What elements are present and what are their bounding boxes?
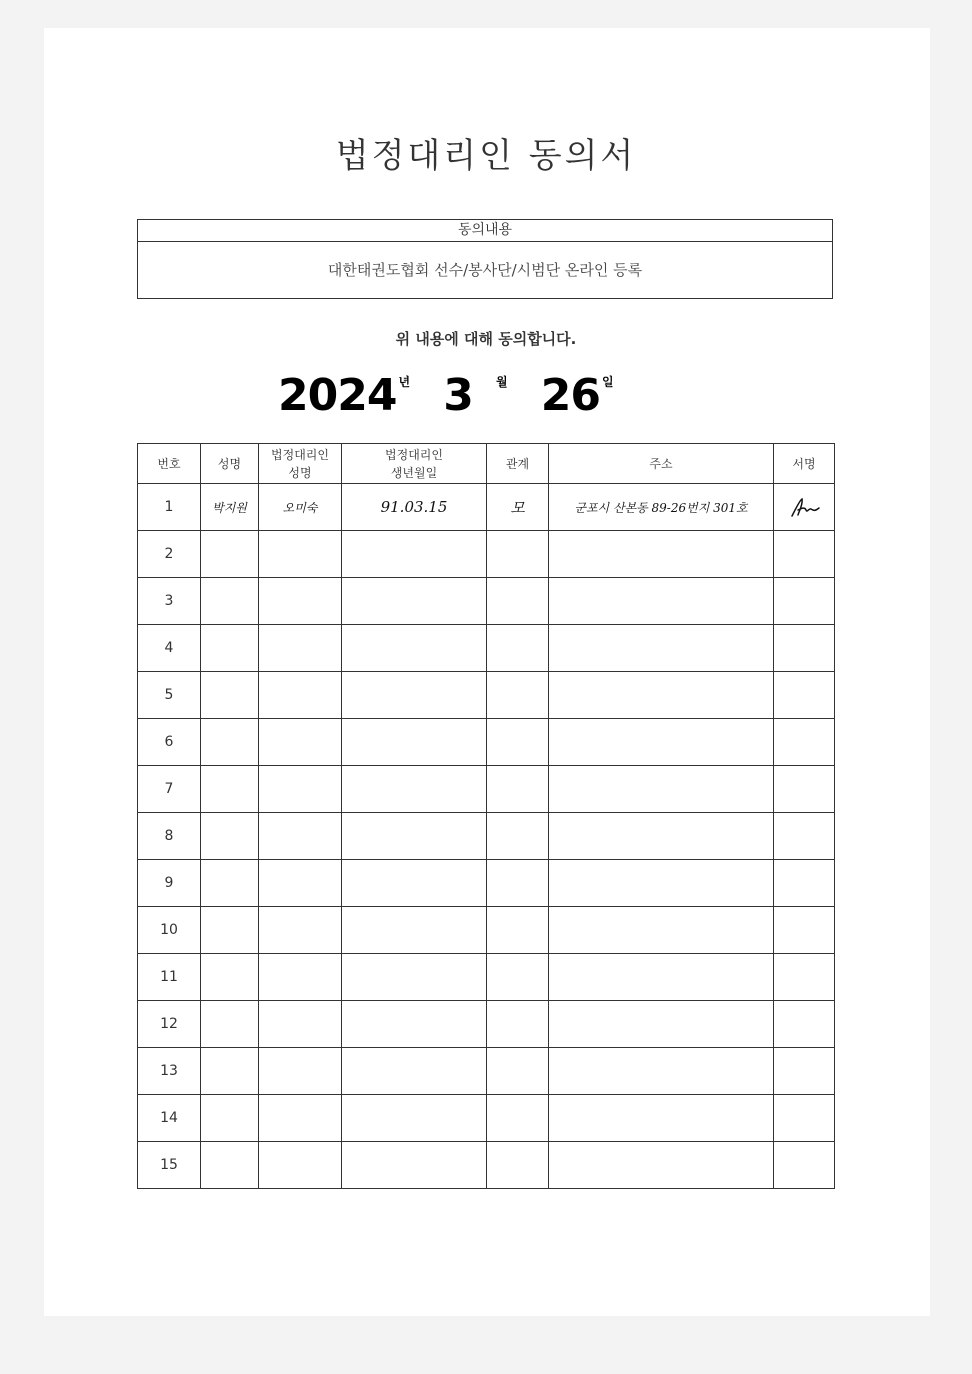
cell-guardian-birth [342,1142,487,1189]
cell-guardian-name [259,719,342,766]
agree-statement: 위 내용에 대해 동의합니다. [395,330,577,348]
cell-no: 2 [138,531,201,578]
cell-signature [774,625,835,672]
cell-signature [774,719,835,766]
cell-guardian-birth [342,1048,487,1095]
cell-no: 12 [138,1001,201,1048]
cell-signature [774,1095,835,1142]
cell-guardian-name [259,1095,342,1142]
cell-address [549,672,774,719]
header-relation: 관계 [487,444,549,484]
cell-name [201,954,259,1001]
cell-name [201,813,259,860]
cell-signature [774,1048,835,1095]
cell-guardian-name [259,578,342,625]
cell-name [201,1048,259,1095]
cell-guardian-name [259,766,342,813]
cell-relation [487,672,549,719]
cell-guardian-birth [342,578,487,625]
cell-no: 4 [138,625,201,672]
table-row [138,578,835,625]
cell-guardian-birth [342,719,487,766]
table-row [138,766,835,813]
date-line [278,370,614,421]
cell-guardian-birth [342,625,487,672]
cell-guardian-birth [342,766,487,813]
guardian-table [137,443,835,1189]
cell-signature [774,672,835,719]
date-year: 2024 [278,370,397,421]
cell-no: 10 [138,907,201,954]
cell-name: 박지원 [201,484,259,531]
cell-address [549,766,774,813]
cell-address [549,1001,774,1048]
cell-signature [774,954,835,1001]
date-month: 3 [443,370,473,421]
table-row [138,625,835,672]
header-address: 주소 [549,444,774,484]
cell-relation [487,1142,549,1189]
cell-signature [774,907,835,954]
table-row [138,1048,835,1095]
header-guardian-birth-line1: 법정대리인 [385,447,443,462]
cell-relation [487,1001,549,1048]
cell-relation: 모 [487,484,549,531]
cell-relation [487,531,549,578]
cell-guardian-birth [342,813,487,860]
header-guardian-name-line2: 성명 [288,465,312,480]
cell-address [549,1095,774,1142]
cell-name [201,1001,259,1048]
cell-signature [774,860,835,907]
cell-relation [487,766,549,813]
cell-guardian-birth [342,954,487,1001]
cell-address [549,578,774,625]
cell-name [201,860,259,907]
cell-guardian-birth [342,531,487,578]
table-row [138,954,835,1001]
cell-name [201,625,259,672]
cell-signature [774,813,835,860]
cell-name [201,672,259,719]
date-day: 26 [540,370,600,421]
cell-relation [487,1095,549,1142]
cell-no: 14 [138,1095,201,1142]
cell-guardian-name [259,672,342,719]
cell-guardian-birth [342,860,487,907]
date-month-unit: 월 [496,375,508,389]
cell-name [201,766,259,813]
cell-signature [774,578,835,625]
table-header-row [138,444,835,484]
cell-no: 6 [138,719,201,766]
cell-address [549,1142,774,1189]
cell-relation [487,954,549,1001]
cell-no: 13 [138,1048,201,1095]
cell-signature [774,1142,835,1189]
cell-guardian-name [259,954,342,1001]
cell-relation [487,860,549,907]
cell-signature [774,1001,835,1048]
date-year-unit: 년 [398,375,411,389]
cell-no: 3 [138,578,201,625]
cell-name [201,531,259,578]
cell-guardian-birth [342,672,487,719]
cell-guardian-birth [342,1001,487,1048]
cell-guardian-birth: 91.03.15 [342,484,487,531]
cell-relation [487,625,549,672]
table-row [138,531,835,578]
cell-guardian-name [259,625,342,672]
table-row [138,672,835,719]
cell-address [549,813,774,860]
table-row [138,484,835,531]
cell-name [201,1142,259,1189]
cell-no: 9 [138,860,201,907]
cell-address [549,954,774,1001]
document-title: 법정대리인 동의서 [335,136,637,176]
cell-no: 8 [138,813,201,860]
table-row [138,1095,835,1142]
cell-signature [774,484,835,531]
cell-guardian-name [259,1142,342,1189]
header-guardian-name-line1: 법정대리인 [271,447,329,462]
cell-guardian-birth [342,1095,487,1142]
cell-guardian-name [259,1048,342,1095]
cell-no: 7 [138,766,201,813]
date-day-unit: 일 [601,375,614,389]
cell-no: 11 [138,954,201,1001]
cell-address [549,860,774,907]
table-row [138,1142,835,1189]
handwritten-signature [786,496,822,518]
header-guardian-birth [342,444,487,484]
cell-address [549,625,774,672]
header-guardian-birth-line2: 생년월일 [390,465,438,480]
cell-address [549,1048,774,1095]
table-row [138,719,835,766]
cell-signature [774,531,835,578]
cell-guardian-name: 오미숙 [259,484,342,531]
cell-no: 5 [138,672,201,719]
cell-relation [487,813,549,860]
consent-header: 동의내용 [138,220,832,242]
header-signature: 서명 [774,444,835,484]
table-row [138,860,835,907]
cell-guardian-name [259,907,342,954]
cell-address: 군포시 산본동 89-26번지 301호 [549,484,774,531]
header-guardian-name [259,444,342,484]
cell-name [201,578,259,625]
consent-box [137,219,833,299]
cell-name [201,1095,259,1142]
header-name: 성명 [201,444,259,484]
cell-address [549,907,774,954]
cell-no: 15 [138,1142,201,1189]
cell-relation [487,907,549,954]
cell-relation [487,719,549,766]
cell-no: 1 [138,484,201,531]
cell-address [549,531,774,578]
cell-guardian-name [259,531,342,578]
cell-guardian-name [259,1001,342,1048]
cell-guardian-name [259,813,342,860]
table-row [138,907,835,954]
cell-relation [487,578,549,625]
table-row [138,1001,835,1048]
cell-name [201,907,259,954]
cell-relation [487,1048,549,1095]
cell-guardian-birth [342,907,487,954]
table-row [138,813,835,860]
cell-signature [774,766,835,813]
header-no: 번호 [138,444,201,484]
cell-address [549,719,774,766]
cell-name [201,719,259,766]
cell-guardian-name [259,860,342,907]
consent-content: 대한태권도협회 선수/봉사단/시범단 온라인 등록 [327,261,643,279]
